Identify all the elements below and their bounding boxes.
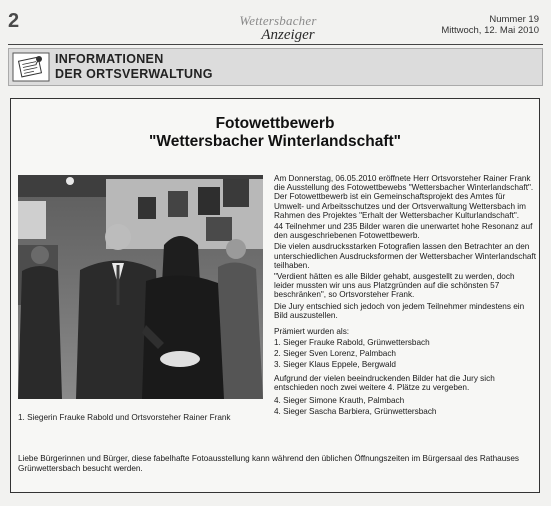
headline-line1: Fotowettbewerb — [215, 115, 335, 132]
article-body — [274, 174, 536, 417]
section-header — [8, 48, 543, 86]
newspaper-logo — [228, 14, 328, 46]
logo-top-text: Wettersbacher — [239, 13, 317, 28]
section-title — [55, 52, 213, 82]
photo-caption: 1. Siegerin Frauke Rabold und Ortsvorsteher Rainer Frank — [18, 413, 231, 422]
winner-item: 4. Sieger Sascha Barbiera, Grünwettersbach — [274, 407, 437, 417]
winner-item: 3. Sieger Klaus Eppele, Bergwald — [274, 360, 396, 370]
extra-winners-list — [274, 395, 536, 417]
issue-date: Mittwoch, 12. Mai 2010 — [441, 25, 539, 36]
extra-note: Aufgrund der vielen beeindruckenden Bilder hat die Jury sich entschieden noch zwei weitere 4. Plätze zu vergeben. — [274, 374, 495, 393]
notepad-pin-icon — [12, 52, 50, 82]
winner-item: 4. Sieger Simone Krauth, Palmbach — [274, 396, 405, 406]
winner-item: 2. Sieger Sven Lorenz, Palmbach — [274, 349, 396, 359]
paragraph: "Verdient hätten es alle Bilder gehabt, ausgestellt zu werden, doch leider mussten wir uns aus Platzgründen auf die schönsten 57 beschränken", so Ortsvorsteher Frank. — [274, 272, 515, 300]
issue-info — [441, 14, 539, 36]
article-footer: Liebe Bürgerinnen und Bürger, diese fabelhafte Fotoausstellung kann während den üblichen Öffnungszeiten im Bürgersaal des Rathauses Grünwettersbach besucht werden. — [18, 454, 519, 473]
logo-bottom-text: Anzeiger — [261, 27, 315, 43]
winners-list — [274, 326, 536, 370]
article-box — [10, 98, 540, 493]
winner-item: 1. Sieger Frauke Rabold, Grünwettersbach — [274, 338, 430, 348]
paragraph: Am Donnerstag, 06.05.2010 eröffnete Herr Ortsvorsteher Rainer Frank die Ausstellung des Fotowettbewebs "Wettersbacher Winterlandschaft". Der Fotowettbewerb ist ein Gemeinschaftsprojekt des Amtes für Umwelt- und Arbeitsschutzes und der Ortsverwaltung Wettersbach im Rahmen des Projektes "Erhalt der Wettersbacher Kulturlandschaft". — [274, 174, 534, 220]
paragraph: Die vielen ausdrucksstarken Fotografien lassen den Betrachter an den unterschiedlichen Ausdrucksformen der Wettersbacher Winterlandschaft teilhaben. — [274, 242, 536, 270]
paragraph: Die Jury entschied sich jedoch von jedem Teilnehmer mindestens ein Bild auszustellen. — [274, 301, 525, 320]
headline-line2: "Wettersbacher Winterlandschaft" — [149, 133, 401, 150]
section-title-line1: INFORMATIONEN — [55, 52, 164, 66]
awards-intro: Prämiert wurden als: — [274, 327, 350, 337]
article-headline — [11, 115, 539, 151]
section-title-line2: DER ORTSVERWALTUNG — [55, 67, 213, 81]
issue-number: Nummer 19 — [489, 14, 539, 25]
event-photo — [18, 175, 263, 399]
header-rule — [8, 44, 543, 45]
page-number: 2 — [8, 10, 20, 32]
paragraph: 44 Teilnehmer und 235 Bilder waren die unerwartet hohe Resonanz auf den ausgeschriebenen Fotowettbewerb. — [274, 222, 533, 241]
